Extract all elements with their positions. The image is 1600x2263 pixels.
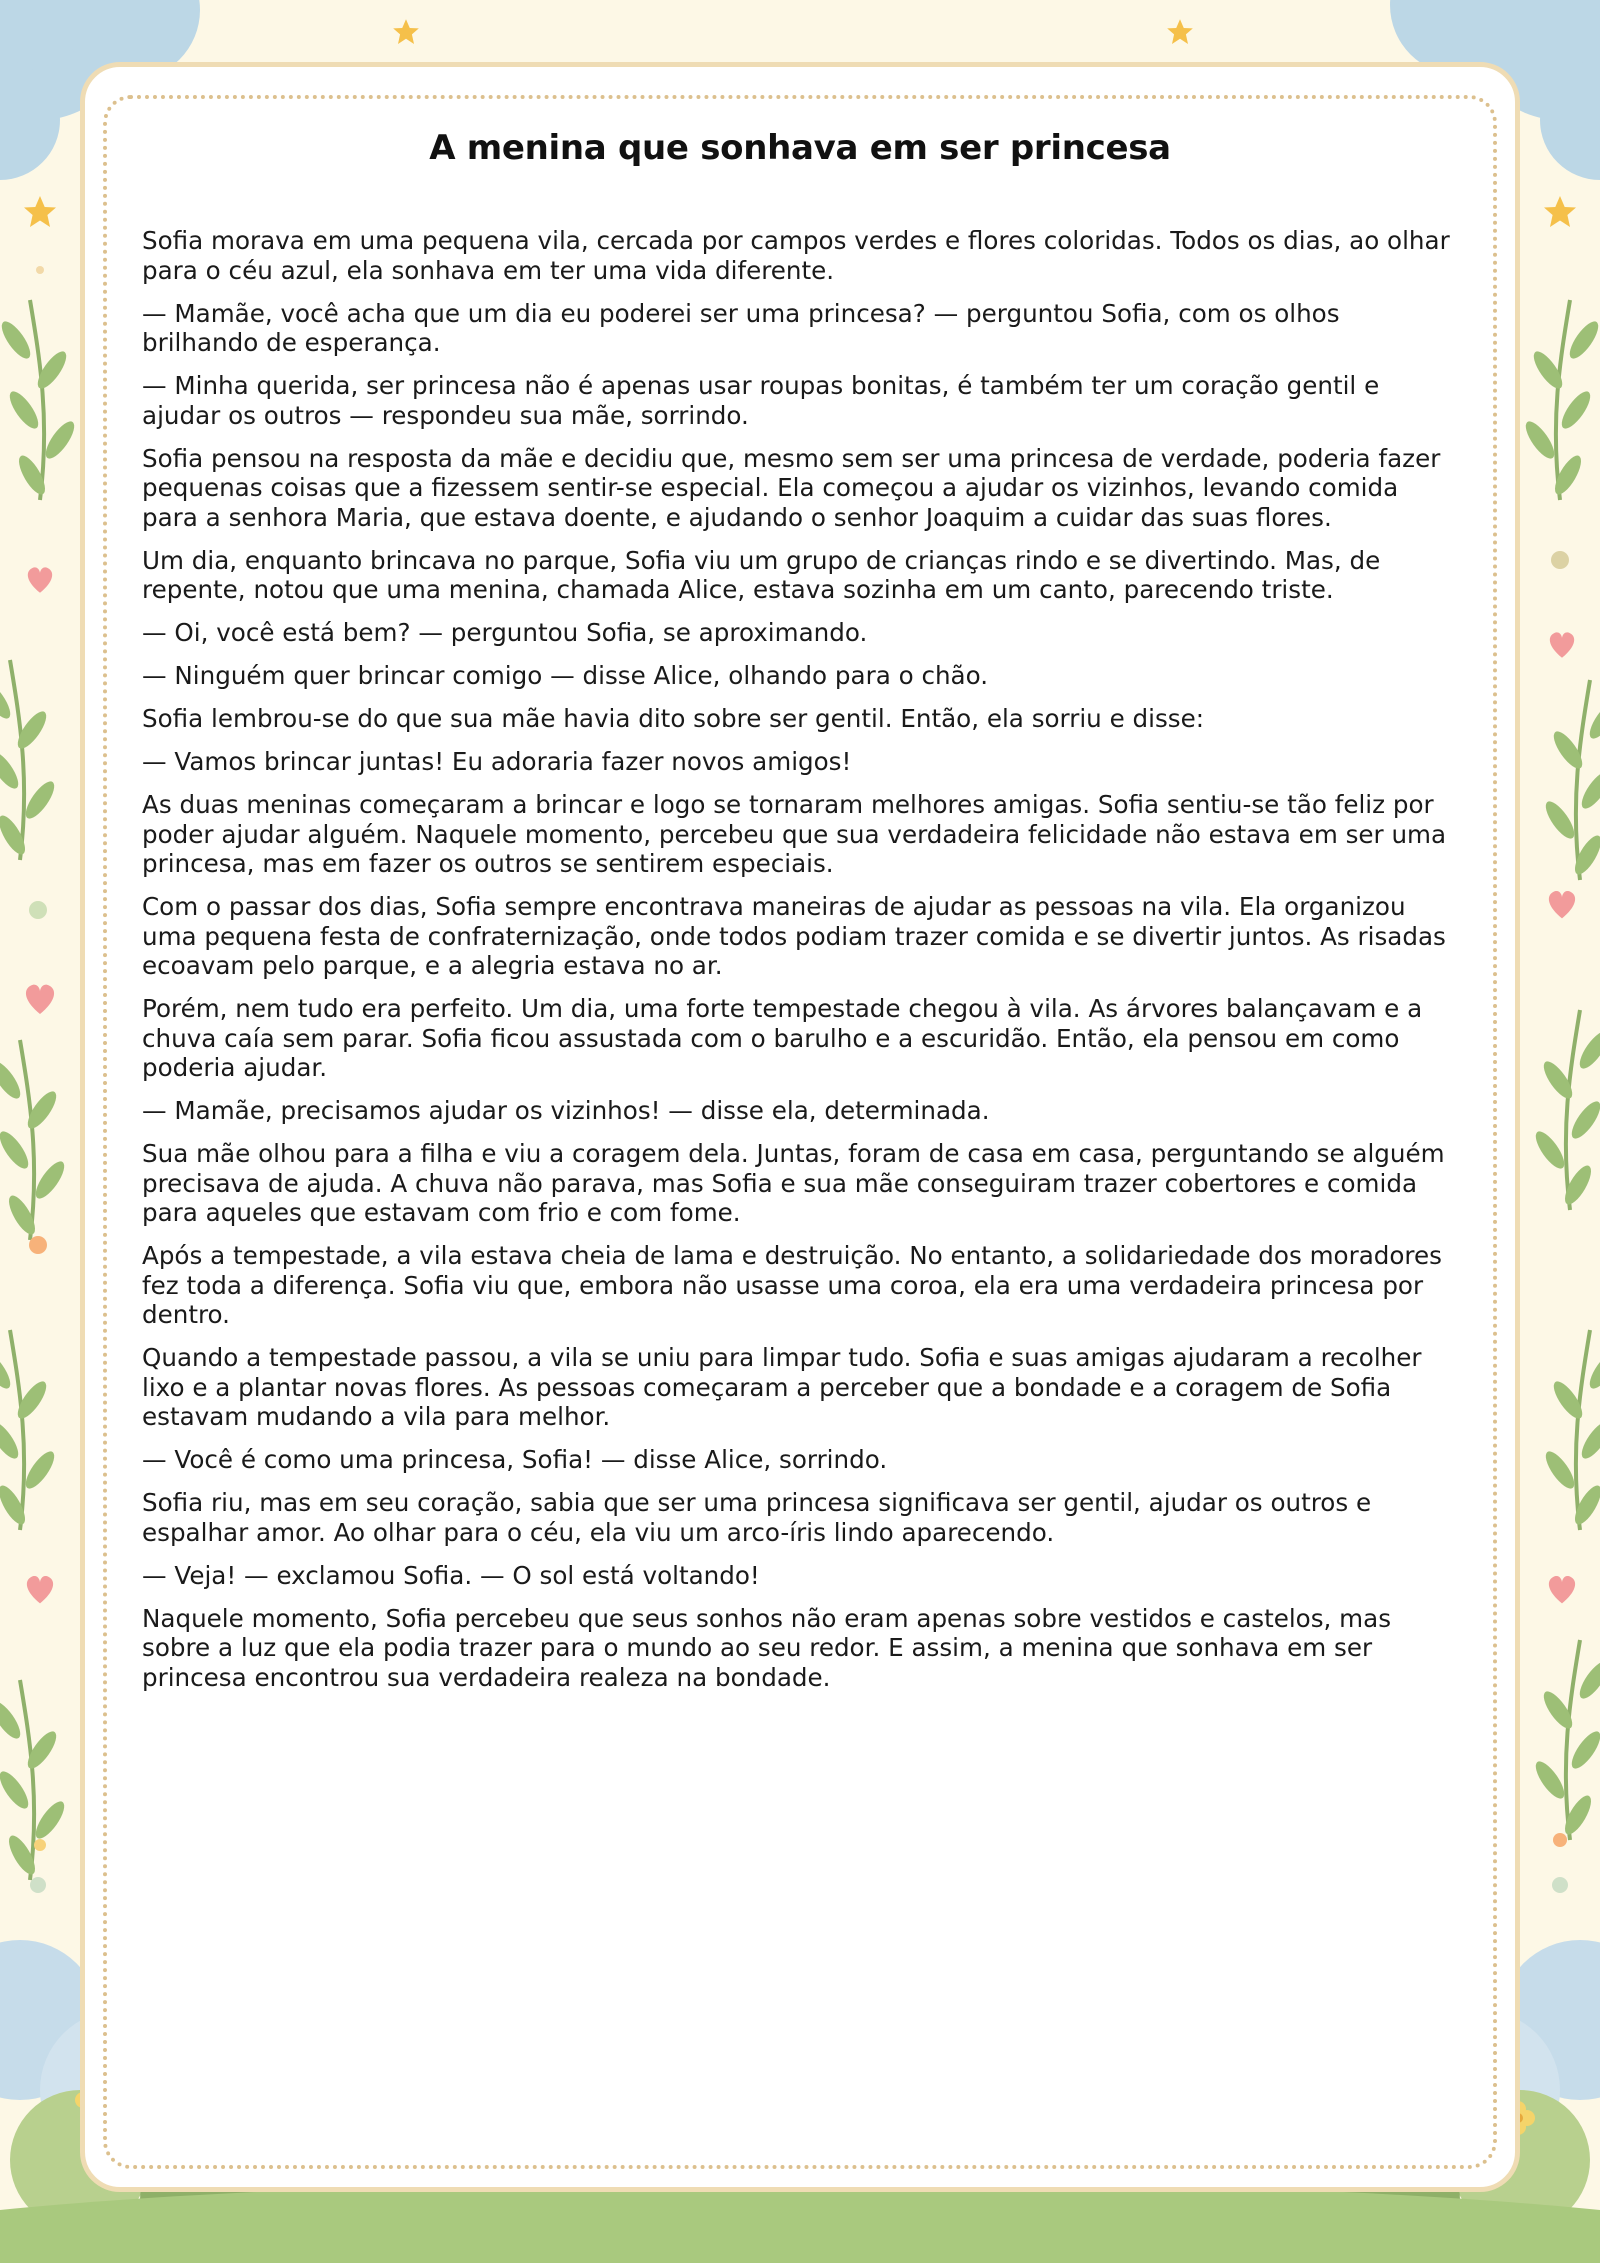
story-paragraph: Sofia lembrou-se do que sua mãe havia dito sobre ser gentil. Então, ela sorriu e disse: bbox=[142, 704, 1205, 733]
story-title: A menina que sonhava em ser princesa bbox=[429, 128, 1171, 168]
story-paragraph: Quando a tempestade passou, a vila se uniu para limpar tudo. Sofia e suas amigas ajudaram a recolher lixo e a plantar novas flores. As pessoas começaram a perceber que a bondade e a coragem de Sofia estavam mudando a vila para melhor. bbox=[142, 1343, 1422, 1431]
story-paragraph: Sofia riu, mas em seu coração, sabia que ser uma princesa significava ser gentil, ajudar os outros e espalhar amor. Ao olhar para o céu, ela viu um arco-íris lindo aparecendo. bbox=[142, 1488, 1372, 1547]
story-paragraph: — Você é como uma princesa, Sofia! — disse Alice, sorrindo. bbox=[142, 1445, 888, 1474]
story-paragraph: — Ninguém quer brincar comigo — disse Alice, olhando para o chão. bbox=[142, 661, 989, 690]
story-paragraph: Naquele momento, Sofia percebeu que seus sonhos não eram apenas sobre vestidos e castelos, mas sobre a luz que ela podia trazer para o mundo ao seu redor. E assim, a menina que sonhava em ser princesa encontrou sua verdadeira realeza na bondade. bbox=[142, 1603, 1392, 1692]
story-paragraph: — Vamos brincar juntas! Eu adoraria fazer novos amigos! bbox=[142, 747, 852, 776]
story-paragraph: — Mamãe, precisamos ajudar os vizinhos! — disse ela, determinada. bbox=[142, 1096, 990, 1125]
story-paragraph: Sofia pensou na resposta da mãe e decidiu que, mesmo sem ser uma princesa de verdade, poderia fazer pequenas coisas que a fizessem sentir-se especial. Ela começou a ajudar os vizinhos, levando comida para a senhora Maria, que estava doente, e ajudando o senhor Joaquim a cuidar das suas flores. bbox=[142, 443, 1441, 532]
story-paragraph: Sua mãe olhou para a filha e viu a coragem dela. Juntas, foram de casa em casa, perguntando se alguém precisava de ajuda. A chuva não parava, mas Sofia e sua mãe conseguiram trazer cobertores e comida para aqueles que estavam com frio e com fome. bbox=[142, 1139, 1445, 1227]
story-paragraph: — Mamãe, você acha que um dia eu poderei ser uma princesa? — perguntou Sofia, com os olhos brilhando de esperança. bbox=[142, 298, 1340, 357]
story-paragraph: Após a tempestade, a vila estava cheia de lama e destruição. No entanto, a solidariedade dos moradores fez toda a diferença. Sofia viu que, embora não usasse uma coroa, ela era uma verdadeira princesa por dentro. bbox=[142, 1241, 1442, 1329]
story-paragraph: Porém, nem tudo era perfeito. Um dia, uma forte tempestade chegou à vila. As árvores balançavam e a chuva caía sem parar. Sofia ficou assustada com o barulho e a escuridão. Então, ela pensou em como poderia ajudar. bbox=[142, 994, 1423, 1082]
story-paragraph: — Minha querida, ser princesa não é apenas usar roupas bonitas, é também ter um coração gentil e ajudar os outros — respondeu sua mãe, sorrindo. bbox=[142, 371, 1380, 430]
story-paragraph: Com o passar dos dias, Sofia sempre encontrava maneiras de ajudar as pessoas na vila. Ela organizou uma pequena festa de confraternização, onde todos podiam trazer comida e se divertir juntos. As risadas ecoavam pelo parque, e a alegria estava no ar. bbox=[142, 892, 1446, 980]
story-paragraph: Sofia morava em uma pequena vila, cercada por campos verdes e flores coloridas. Todos os dias, ao olhar para o céu azul, ela sonhava em ter uma vida diferente. bbox=[142, 226, 1450, 285]
story-paragraph: As duas meninas começaram a brincar e logo se tornaram melhores amigas. Sofia sentiu-se tão feliz por poder ajudar alguém. Naquele momento, percebeu que sua verdadeira felicidade não estava em ser uma princesa, mas em fazer os outros se sentirem especiais. bbox=[142, 790, 1447, 878]
story-paragraph: — Veja! — exclamou Sofia. — O sol está voltando! bbox=[142, 1560, 760, 1590]
story-body bbox=[142, 226, 1452, 1706]
story-paragraph: Um dia, enquanto brincava no parque, Sofia viu um grupo de crianças rindo e se divertindo. Mas, de repente, notou que uma menina, chamada Alice, estava sozinha em um canto, parecendo triste. bbox=[142, 545, 1381, 604]
story-paragraph: — Oi, você está bem? — perguntou Sofia, se aproximando. bbox=[142, 618, 868, 647]
